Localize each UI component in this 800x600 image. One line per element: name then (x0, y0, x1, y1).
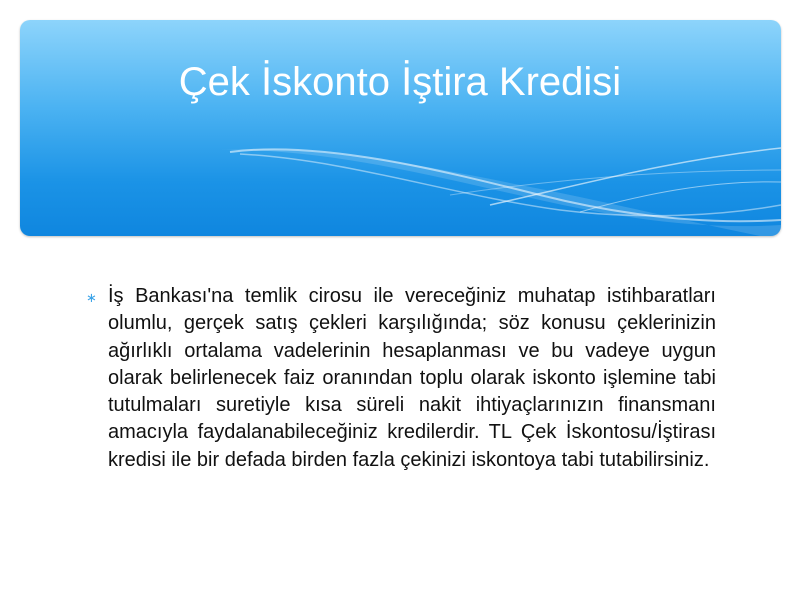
decorative-waves (20, 20, 781, 236)
bullet-text: İş Bankası'na temlik cirosu ile vereceğiniz muhatap istihbaratları olumlu, gerçek satış çekleri karşılığında; söz konusu çeklerinizin ağırlıklı ortalama vadelerinin hesaplanması ve bu vadeye uygun olarak belirlenecek faiz oranından toplu olarak iskonto işlemine tabi tutulmaları suretiyle kısa süreli nakit ihtiyaçlarınızın finansmanı amacıyla faydalanabileceğiniz kredilerdir. TL Çek İskontosu/İştirası kredisi ile bir defada birden fazla çekinizi iskontoya tabi tutabilirsiniz. (108, 285, 716, 471)
title-banner (20, 20, 781, 236)
content-area (86, 283, 716, 474)
bullet-item (86, 283, 716, 474)
slide-title: Çek İskonto İştira Kredisi (178, 60, 622, 104)
bullet-marker: ∗ (86, 290, 97, 305)
